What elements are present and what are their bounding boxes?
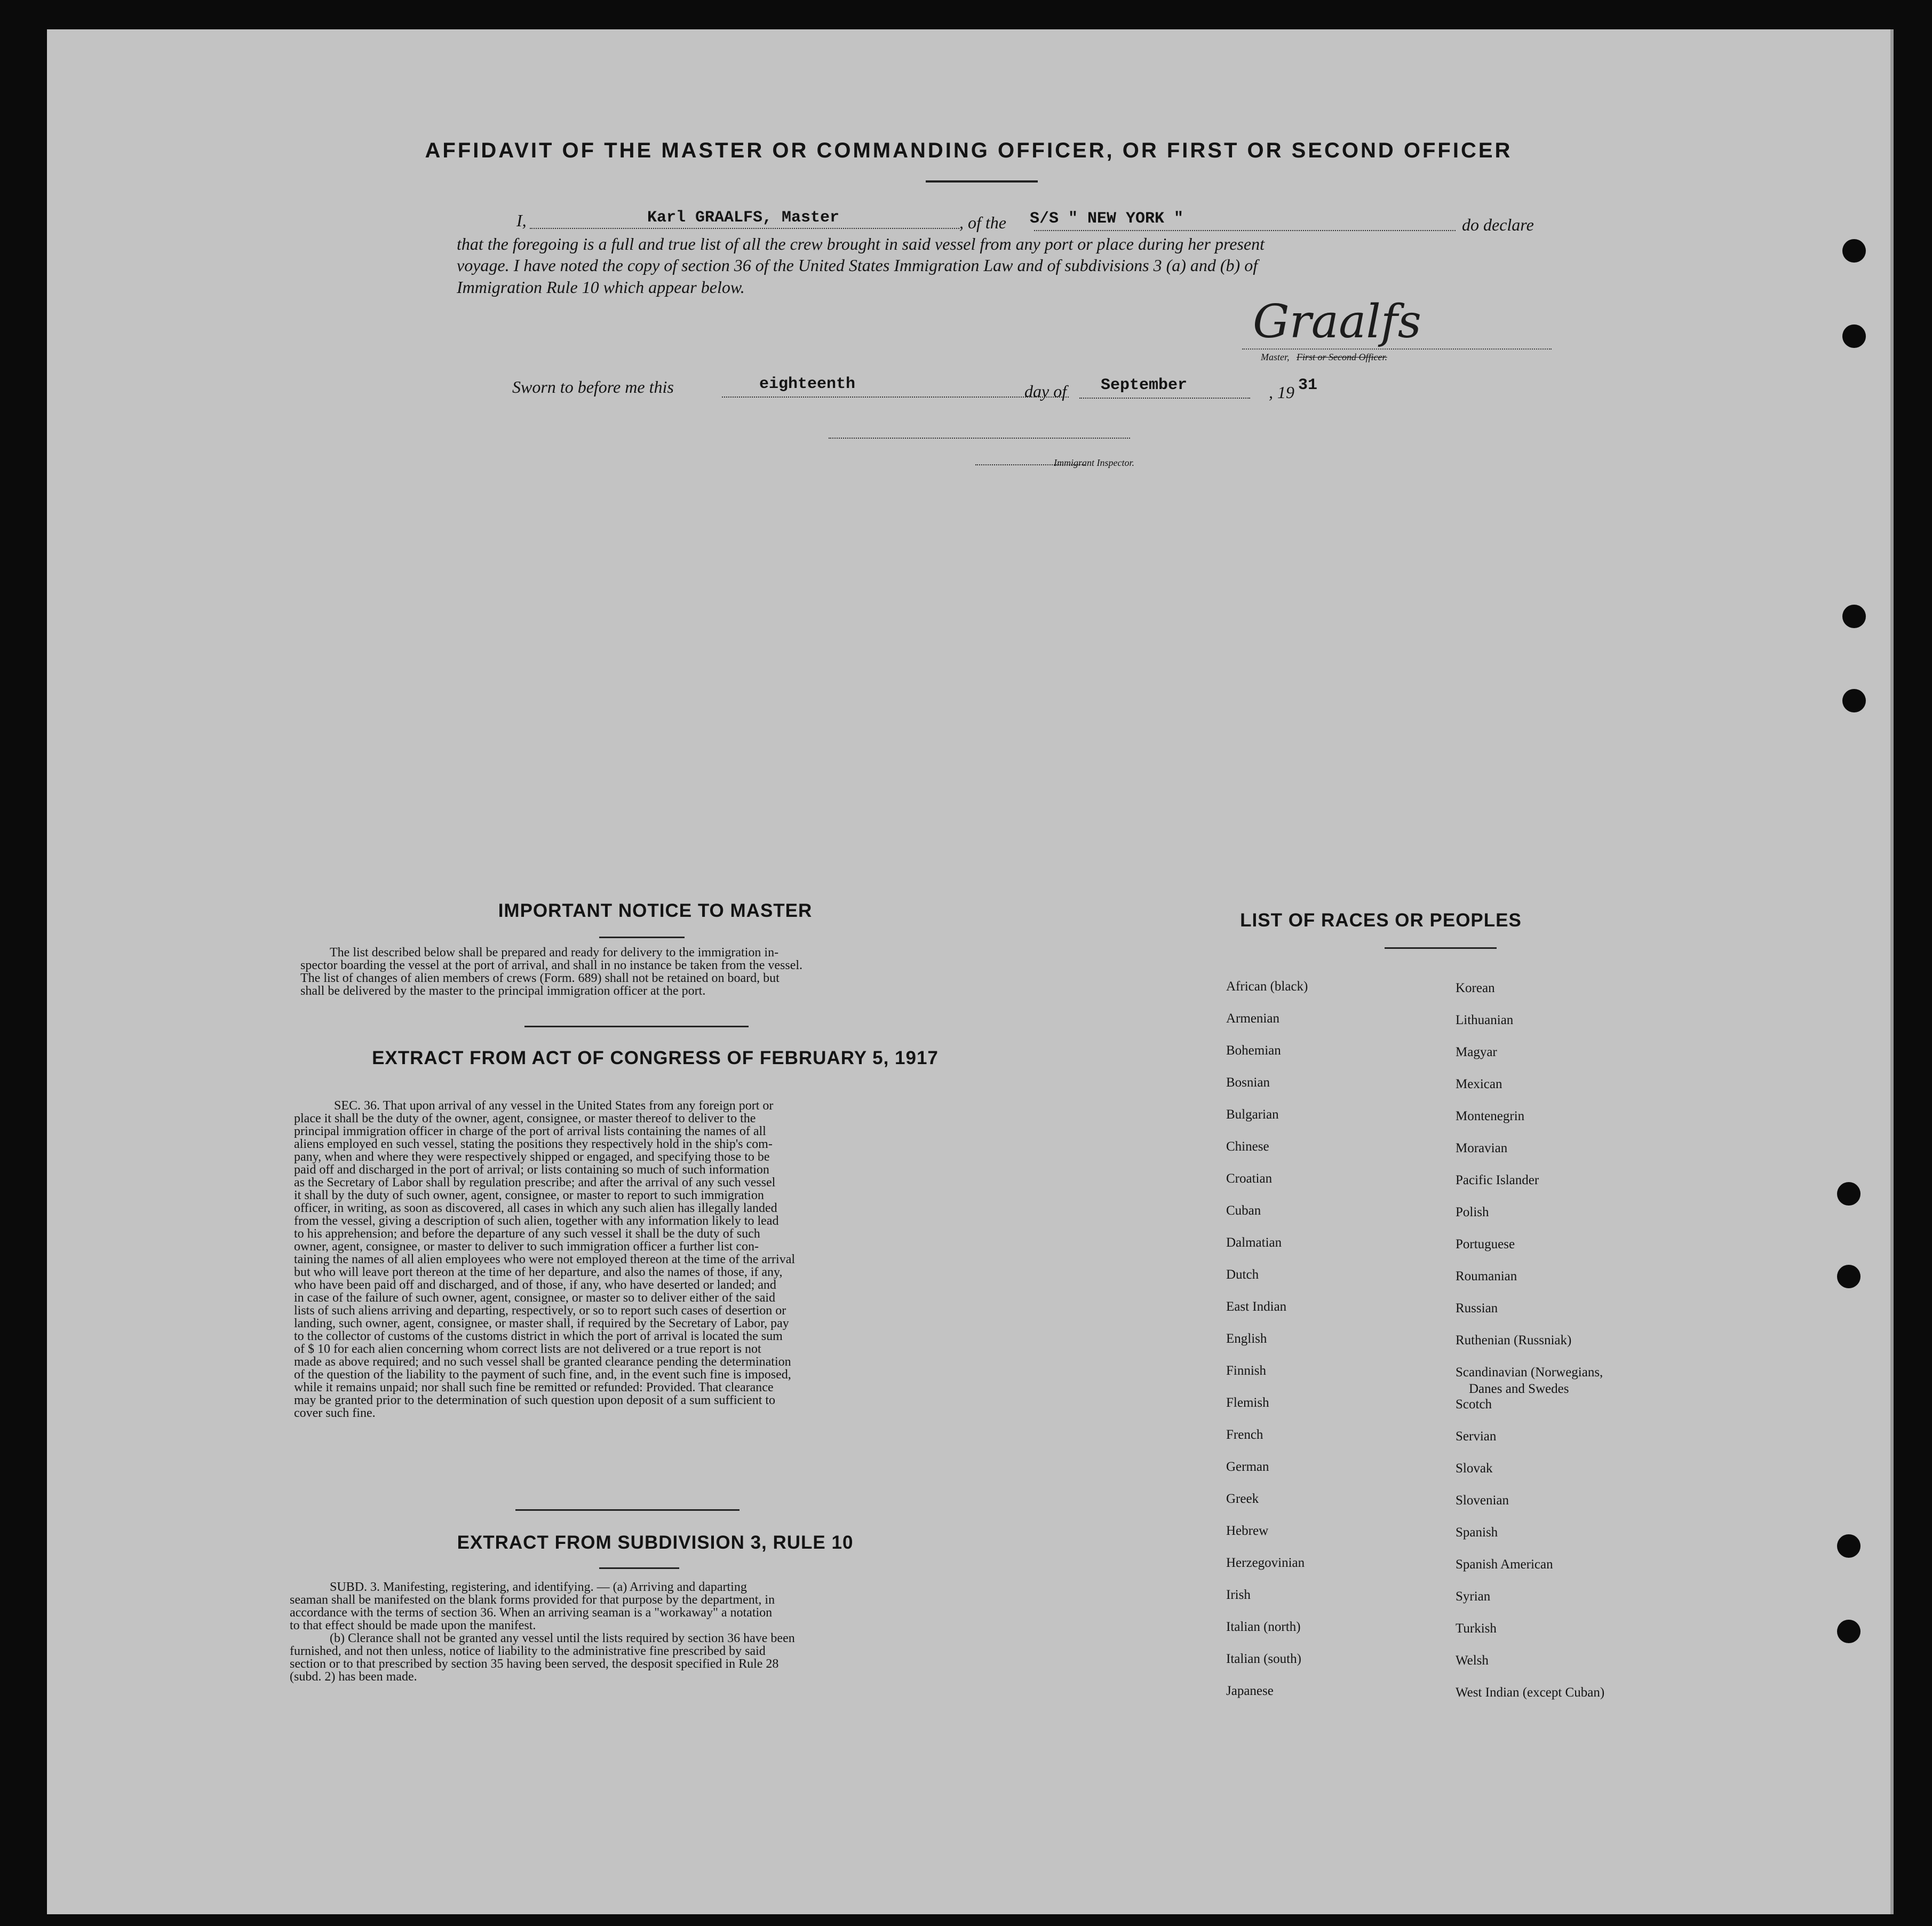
race-item: Finnish bbox=[1226, 1364, 1267, 1378]
races-right-column bbox=[1456, 972, 1604, 1709]
master-signature: Graalfs bbox=[1253, 295, 1421, 348]
race-item: Italian (south) bbox=[1226, 1652, 1301, 1666]
act-line: of the question of the liability to the payment of such fine, and, in the event such fine is imposed, bbox=[294, 1368, 791, 1382]
affidavit-line-2: that the foregoing is a full and true list of all the crew brought in said vessel from any port or place during her present bbox=[457, 234, 1265, 253]
sworn-day-typed: eighteenth bbox=[759, 375, 856, 393]
act-line: to his apprehension; and before the departure of any such vessel it shall be the duty of such bbox=[294, 1227, 760, 1241]
notice-rule bbox=[524, 1026, 749, 1027]
vessel-name-typed: S/S " NEW YORK " bbox=[1030, 210, 1184, 228]
affidavit-line-4: Immigration Rule 10 which appear below. bbox=[457, 278, 745, 297]
race-item: Montenegrin bbox=[1456, 1109, 1525, 1123]
race-item: Spanish American bbox=[1456, 1557, 1553, 1572]
race-item: Slovenian bbox=[1456, 1493, 1509, 1508]
notice-line: The list of changes of alien members of crews (Form. 689) shall not be retained on board, but bbox=[300, 971, 780, 985]
inspector-sign-line bbox=[829, 438, 1130, 439]
act-line: while it remains unpaid; nor shall such fine be remitted or refunded: Provided. That clearance bbox=[294, 1381, 774, 1394]
race-item: Spanish bbox=[1456, 1525, 1498, 1540]
master-label: Master, bbox=[1261, 352, 1290, 362]
race-item: Croatian bbox=[1226, 1171, 1273, 1186]
notice-text bbox=[300, 946, 1018, 997]
notice-line: shall be delivered by the master to the principal immigration officer at the port. bbox=[300, 984, 706, 998]
act-line: cover such fine. bbox=[294, 1406, 376, 1420]
race-item: Moravian bbox=[1456, 1141, 1508, 1155]
act-line: paid off and discharged in the port of arrival; or lists containing so much of such information bbox=[294, 1163, 769, 1177]
race-item: Portuguese bbox=[1456, 1237, 1515, 1251]
race-item: Roumanian bbox=[1456, 1269, 1517, 1283]
race-item: Magyar bbox=[1456, 1045, 1497, 1059]
rule-line: (subd. 2) has been made. bbox=[290, 1670, 417, 1684]
race-item: Slovak bbox=[1456, 1461, 1493, 1476]
punch-hole bbox=[1842, 605, 1866, 628]
race-item: Flemish bbox=[1226, 1396, 1269, 1410]
punch-hole bbox=[1837, 1620, 1861, 1643]
act-line: it shall by the duty of such owner, agent, consignee, or master to report to such immigration bbox=[294, 1188, 764, 1202]
title-rule bbox=[926, 180, 1038, 183]
form-page bbox=[47, 29, 1894, 1914]
act-line: SEC. 36. That upon arrival of any vessel in the United States from any foreign port or bbox=[334, 1099, 774, 1113]
race-item: Lithuanian bbox=[1456, 1013, 1514, 1027]
affidavit-i-label: I, bbox=[516, 211, 527, 230]
name-fill-line bbox=[530, 228, 959, 229]
month-typed: September bbox=[1101, 376, 1188, 394]
race-item: Scandinavian (Norwegians, bbox=[1456, 1365, 1603, 1380]
race-item: Herzegovinian bbox=[1226, 1556, 1305, 1570]
sworn-label: Sworn to before me this bbox=[512, 377, 674, 397]
race-item: German bbox=[1226, 1460, 1269, 1474]
notice-line: spector boarding the vessel at the port of arrival, and shall in no instance be taken from the vessel. bbox=[300, 958, 803, 972]
race-item: Hebrew bbox=[1226, 1524, 1269, 1538]
rule-line: to that effect should be made upon the manifest. bbox=[290, 1619, 536, 1632]
act-line: but who will leave port thereon at the time of her departure, and also the names of those, if any, bbox=[294, 1265, 783, 1279]
race-item: English bbox=[1226, 1331, 1267, 1346]
of-the-label: , of the bbox=[959, 213, 1006, 232]
vessel-fill-line bbox=[1034, 230, 1456, 231]
rule-extract-title: EXTRACT FROM SUBDIVISION 3, RULE 10 bbox=[457, 1532, 854, 1553]
punch-hole bbox=[1842, 324, 1866, 348]
act-line: who have been paid off and discharged, and of those, if any, who have deserted or landed; and bbox=[294, 1278, 776, 1292]
notice-title-rule bbox=[599, 937, 685, 938]
act-line: in case of the failure of such owner, agent, consignee, or master so to deliver either of the said bbox=[294, 1291, 776, 1305]
affidavit-title: AFFIDAVIT OF THE MASTER OR COMMANDING OFFICER, OR FIRST OR SECOND OFFICER bbox=[425, 139, 1513, 162]
race-item: Polish bbox=[1456, 1205, 1489, 1219]
act-line: place it shall be the duty of the owner, agent, consignee, or master thereof to deliver to the bbox=[294, 1112, 756, 1126]
act-line: landing, such owner, agent, consignee, or master shall, if required by the Secretary of Labor, pay bbox=[294, 1317, 789, 1330]
inspector-label: Immigrant Inspector. bbox=[1054, 457, 1134, 468]
act-line: as the Secretary of Labor shall by regulation prescribe; and after the arrival of any such vessel bbox=[294, 1176, 776, 1190]
races-left-column bbox=[1226, 971, 1308, 1707]
struck-officer-label: First or Second Officer. bbox=[1297, 352, 1387, 362]
notice-title: IMPORTANT NOTICE TO MASTER bbox=[498, 900, 813, 921]
race-item: Greek bbox=[1226, 1492, 1259, 1506]
races-title-rule bbox=[1385, 947, 1497, 949]
act-extract-text bbox=[294, 1099, 1020, 1420]
punch-hole bbox=[1837, 1534, 1861, 1558]
race-item: Bulgarian bbox=[1226, 1107, 1279, 1122]
race-item: Mexican bbox=[1456, 1077, 1502, 1091]
race-item: Turkish bbox=[1456, 1621, 1497, 1636]
act-line: may be granted prior to the determination of such question upon deposit of a sum sufficient to bbox=[294, 1393, 776, 1407]
race-item: Chinese bbox=[1226, 1139, 1269, 1154]
act-extract-title: EXTRACT FROM ACT OF CONGRESS OF FEBRUARY 5, 1917 bbox=[372, 1048, 939, 1068]
race-item: Italian (north) bbox=[1226, 1620, 1301, 1634]
punch-hole bbox=[1842, 239, 1866, 263]
race-item: Syrian bbox=[1456, 1589, 1491, 1604]
race-item: Cuban bbox=[1226, 1203, 1261, 1218]
race-item: Pacific Islander bbox=[1456, 1173, 1539, 1187]
act-line: officer, in writing, as soon as discovered, all cases in which any such alien has illegally landed bbox=[294, 1201, 777, 1215]
race-item-continuation: Danes and Swedes bbox=[1469, 1382, 1569, 1396]
race-item: French bbox=[1226, 1428, 1263, 1442]
race-item: Dutch bbox=[1226, 1267, 1259, 1282]
race-item: Bohemian bbox=[1226, 1043, 1281, 1058]
race-item: Ruthenian (Russniak) bbox=[1456, 1333, 1572, 1348]
races-title: LIST OF RACES OR PEOPLES bbox=[1240, 910, 1522, 931]
rule-line: section or to that prescribed by section 35 having been served, the desposit specified in Rule 28 bbox=[290, 1657, 779, 1671]
rule-title-rule bbox=[599, 1567, 679, 1569]
month-line bbox=[1079, 398, 1250, 399]
rule-line: accordance with the terms of section 36. When an arriving seaman is a "workaway" a notation bbox=[290, 1606, 773, 1620]
race-item: Bosnian bbox=[1226, 1075, 1270, 1090]
rule-line: furnished, and not then unless, notice of liability to the administrative fine prescribed by said bbox=[290, 1644, 766, 1658]
act-line: from the vessel, giving a description of such alien, together with any information likely to lead bbox=[294, 1214, 779, 1228]
master-name-typed: Karl GRAALFS, Master bbox=[647, 209, 840, 227]
notice-line: The list described below shall be prepared and ready for delivery to the immigration in- bbox=[330, 946, 779, 960]
race-item: Korean bbox=[1456, 981, 1495, 995]
race-item: Servian bbox=[1456, 1429, 1497, 1444]
race-item: West Indian (except Cuban) bbox=[1456, 1685, 1605, 1700]
punch-hole bbox=[1837, 1182, 1861, 1206]
punch-hole bbox=[1837, 1265, 1861, 1288]
race-item: East Indian bbox=[1226, 1299, 1287, 1314]
act-line: of $ 10 for each alien concerning whom correct lists are not delivered or a true report is not bbox=[294, 1342, 761, 1356]
act-rule bbox=[515, 1509, 740, 1511]
race-item: Welsh bbox=[1456, 1653, 1489, 1668]
act-line: principal immigration officer in charge of the port of arrival lists containing the names of all bbox=[294, 1124, 766, 1138]
punch-hole bbox=[1842, 689, 1866, 712]
day-of-label: day of bbox=[1024, 382, 1067, 401]
act-line: pany, when and where they were respectively shipped or engaged, and specifying those to be bbox=[294, 1150, 770, 1164]
year-prefix: , 19 bbox=[1269, 383, 1294, 402]
sworn-day-line bbox=[722, 397, 1069, 398]
race-item: Japanese bbox=[1226, 1684, 1274, 1698]
race-item: Russian bbox=[1456, 1301, 1498, 1315]
race-item: Dalmatian bbox=[1226, 1235, 1282, 1250]
act-line: owner, agent, consignee, or master to deliver to such immigration officer a further list con- bbox=[294, 1240, 759, 1254]
act-line: taining the names of all alien employees who were not employed thereon at the time of the arrival bbox=[294, 1253, 796, 1266]
affidavit-line-3: voyage. I have noted the copy of section 36 of the United States Immigration Law and of subdivisions 3 (a) and (b) of bbox=[457, 256, 1258, 275]
act-line: made as above required; and no such vessel shall be granted clearance pending the determination bbox=[294, 1355, 791, 1369]
race-item: Irish bbox=[1226, 1588, 1251, 1602]
rule-line: (b) Clerance shall not be granted any vessel until the lists required by section 36 have been bbox=[330, 1631, 795, 1645]
signature-line bbox=[1242, 348, 1552, 350]
race-item: African (black) bbox=[1226, 979, 1308, 994]
rule-line: seaman shall be manifested on the blank forms provided for that purpose by the department, in bbox=[290, 1593, 775, 1607]
act-line: to the collector of customs of the customs district in which the port of arrival is located the sum bbox=[294, 1329, 783, 1343]
rule-extract-text bbox=[290, 1581, 1013, 1683]
act-line: lists of such aliens arriving and departing, respectively, or so to report such cases of desertion or bbox=[294, 1304, 786, 1318]
act-line: aliens employed en such vessel, stating the positions they respectively hold in the ship's com- bbox=[294, 1137, 773, 1151]
race-item: Armenian bbox=[1226, 1011, 1279, 1026]
do-declare-label: do declare bbox=[1462, 215, 1534, 234]
race-item: Scotch bbox=[1456, 1397, 1492, 1412]
rule-line: SUBD. 3. Manifesting, registering, and identifying. — (a) Arriving and daparting bbox=[330, 1580, 747, 1594]
year-typed: 31 bbox=[1298, 376, 1318, 394]
